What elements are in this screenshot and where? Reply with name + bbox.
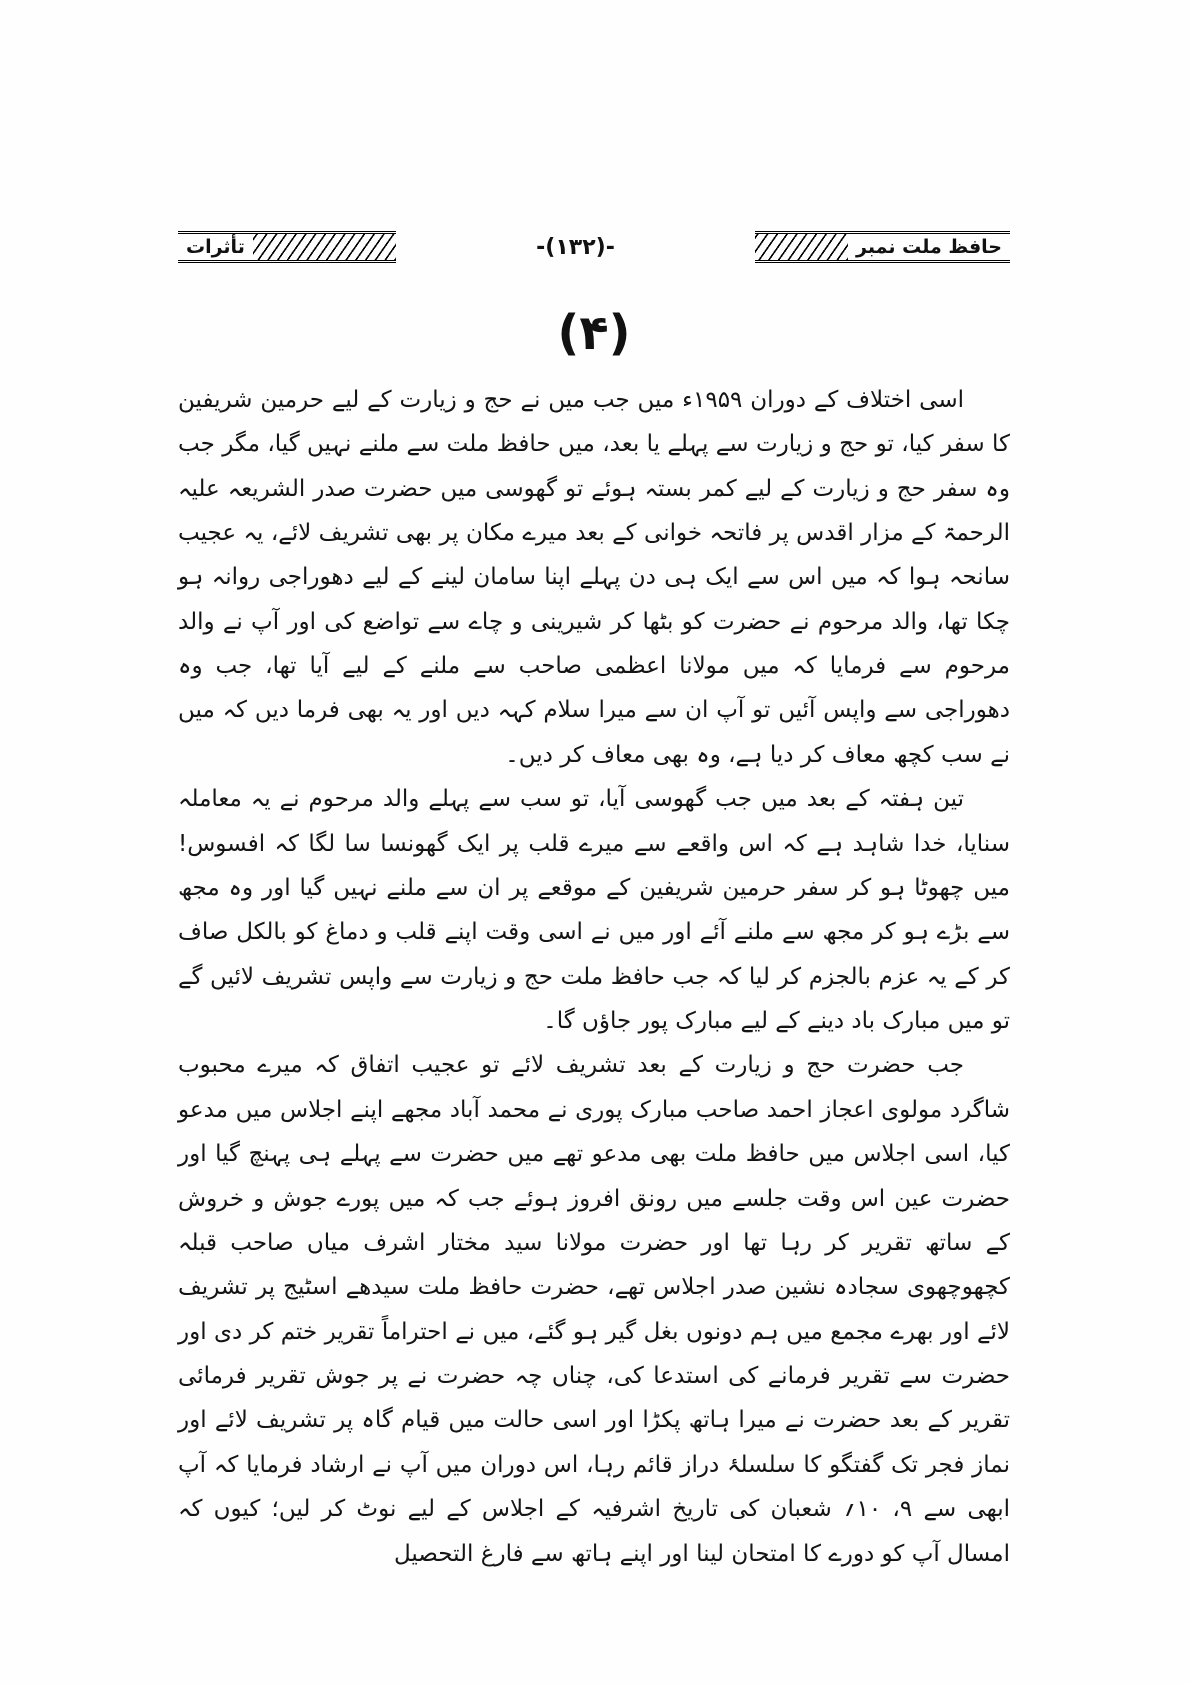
paragraph: تین ہفتہ کے بعد میں جب گھوسی آیا، تو سب سے پہلے والد مرحوم نے یہ معاملہ سنایا، خدا شاہد ہے کہ اس واقعے سے میرے قلب پر ایک گھونسا سا لگا کہ افسوس! میں چھوٹا ہو کر سفر حرمین شریفین کے موقعے پر ان سے ملنے نہیں گیا اور وہ مجھ سے بڑے ہو کر مجھ سے ملنے آئے اور میں نے اسی وقت اپنے قلب و دماغ کو بالکل صاف کر کے یہ عزم بالجزم کر لیا کہ جب حافظ ملت حج و زیارت سے واپس تشریف لائیں گے تو میں مبارک باد دینے کے لیے مبارک پور جاؤں گا۔	[178, 786, 1010, 1035]
book-title-label: حافظ ملت نمبر	[856, 236, 1002, 258]
paragraph: جب حضرت حج و زیارت کے بعد تشریف لائے تو عجیب اتفاق کہ میرے محبوب شاگرد مولوی اعجاز احمد صاحب مبارک پوری نے محمد آباد مجھے اپنے اجلاس میں مدعو کیا، اسی اجلاس میں حافظ ملت بھی مدعو تھے میں حضرت سے پہلے ہی پہنچ گیا اور حضرت عین اس وقت جلسے میں رونق افروز ہوئے جب کہ میں پورے جوش و خروش کے ساتھ تقریر کر رہا تھا اور حضرت مولانا سید مختار اشرف میاں صاحب قبلہ کچھوچھوی سجادہ نشین صدر اجلاس تھے، حضرت حافظ ملت سیدھے اسٹیج پر تشریف لائے اور بھرے مجمع میں ہم دونوں بغل گیر ہو گئے، میں نے احتراماً تقریر ختم کر دی اور حضرت سے تقریر فرمانے کی استدعا کی، چناں چہ حضرت نے پر جوش تقریر فرمائی تقریر کے بعد حضرت نے میرا ہاتھ پکڑا اور اسی حالت میں قیام گاہ پر تشریف لائے اور نماز فجر تک گفتگو کا سلسلۂ دراز قائم رہا، اس دوران میں آپ نے ارشاد فرمایا کہ آپ ابھی سے ۹، ۱۰؍ شعبان کی تاریخ اشرفیہ کے اجلاس کے لیے نوٹ کر لیں؛ کیوں کہ امسال آپ کو دورے کا امتحان لینا اور اپنے ہاتھ سے فارغ التحصیل	[178, 1052, 1010, 1567]
page-header	[178, 225, 1010, 269]
header-right-band	[755, 231, 1010, 263]
section-title-label: تأثرات	[186, 236, 245, 258]
diagonal-hatch-decoration	[755, 234, 848, 260]
paragraph: اسی اختلاف کے دوران ۱۹۵۹ء میں جب میں نے حج و زیارت کے لیے حرمین شریفین کا سفر کیا، تو حج و زیارت سے پہلے یا بعد، میں حافظ ملت سے ملنے نہیں گیا، مگر جب وہ سفر حج و زیارت کے لیے کمر بستہ ہوئے تو گھوسی میں حضرت صدر الشریعہ علیہ الرحمۃ کے مزار اقدس پر فاتحہ خوانی کے بعد میرے مکان پر بھی تشریف لائے، یہ عجیب سانحہ ہوا کہ میں اس سے ایک ہی دن پہلے اپنا سامان لینے کے لیے دھوراجی روانہ ہو چکا تھا، والد مرحوم نے حضرت کو بٹھا کر شیرینی و چاے سے تواضع کی اور آپ نے والد مرحوم سے فرمایا کہ میں مولانا اعظمی صاحب سے ملنے کے لیے آیا تھا، جب وہ دھوراجی سے واپس آئیں تو آپ ان سے میرا سلام کہہ دیں اور یہ بھی فرما دیں کہ میں نے سب کچھ معاف کر دیا ہے، وہ بھی معاف کر دیں۔	[178, 386, 1010, 768]
header-left-band	[178, 231, 396, 263]
body-text	[178, 378, 1010, 1576]
diagonal-hatch-decoration	[253, 234, 396, 260]
section-heading: (۴)	[557, 305, 631, 361]
page-number: -(۱۳۲)-	[536, 234, 615, 260]
